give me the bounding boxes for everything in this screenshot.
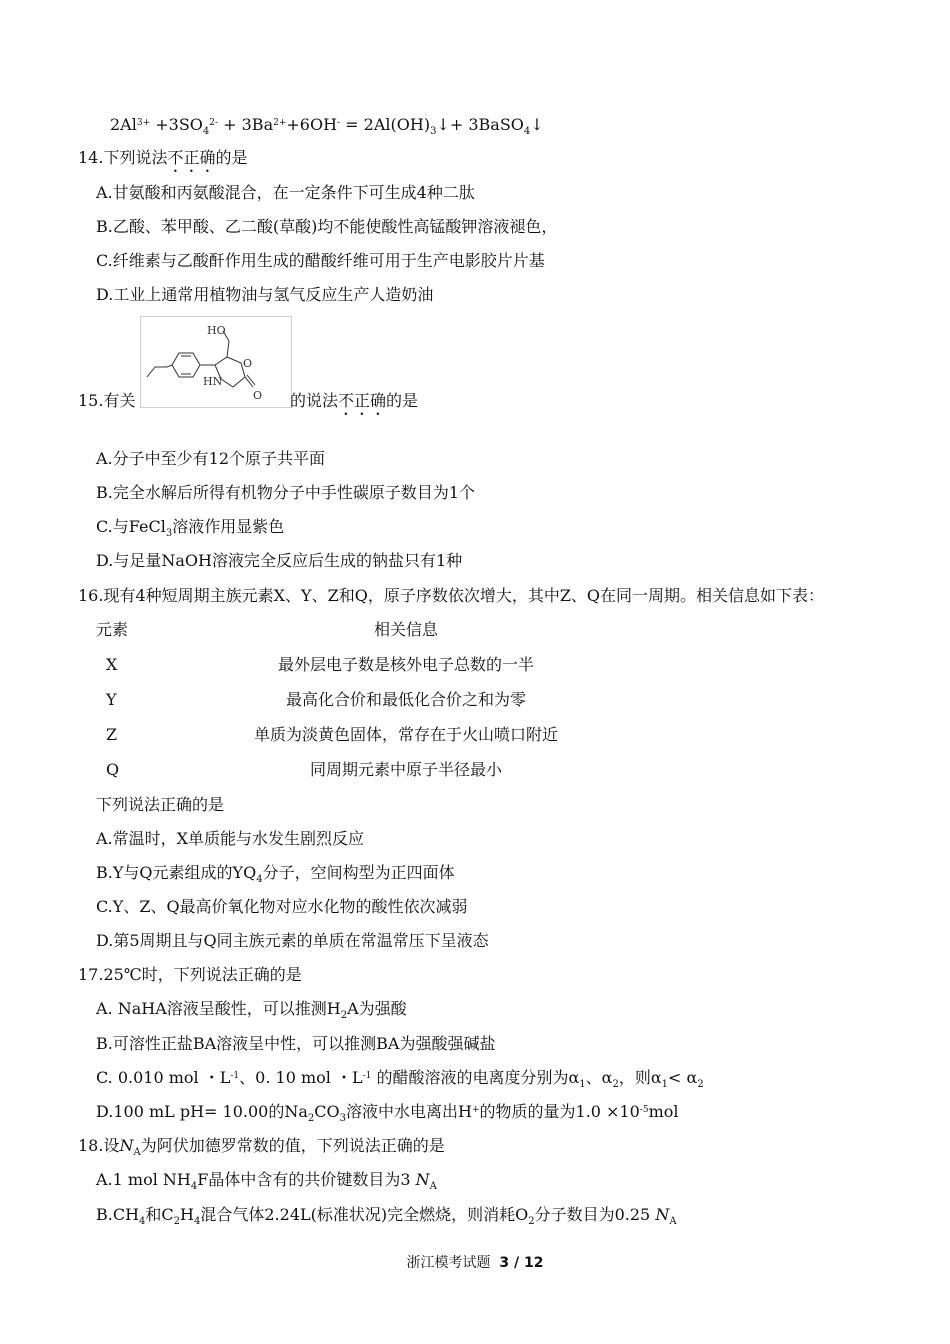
- struct-label-o-ring: O: [243, 357, 253, 370]
- q16-table-row: Z 单质为淡黄色固体，常存在于火山喷口附近: [106, 725, 558, 744]
- q16-option-d: D.第5周期且与Q同主族元素的单质在常温常压下呈液态: [96, 931, 489, 950]
- footer-title: 浙江模考试题: [406, 1255, 491, 1271]
- q15-option-a: A.分子中至少有12个原子共平面: [96, 449, 326, 468]
- q14-option-a: A.甘氨酸和丙氨酸混合，在一定条件下可生成4种二肽: [96, 183, 475, 202]
- page-number: 3 / 12: [499, 1255, 544, 1271]
- struct-label-hn: HN: [203, 375, 223, 388]
- molecule-structure-svg: [141, 317, 291, 407]
- q16-option-b: B.Y与Q元素组成的$YQ_4$分子，空间构型为正四面体: [96, 863, 455, 885]
- q14-option-d: D.工业上通常用植物油与氢气反应生产人造奶油: [96, 285, 434, 304]
- q16-table-row: X 最外层电子数是核外电子总数的一半: [106, 655, 534, 674]
- q16-table-row: Q 同周期元素中原子半径最小: [106, 760, 502, 779]
- question-17-stem: 17.25℃时，下列说法正确的是: [78, 965, 302, 984]
- q16-prompt: 下列说法正确的是: [96, 795, 225, 814]
- q16-table-header: 元素 相关信息: [96, 620, 438, 639]
- q17-option-b: B.可溶性正盐BA溶液呈中性，可以推测BA为强酸强碱盐: [96, 1034, 496, 1053]
- question-16-stem: 16.现有4种短周期主族元素X、Y、Z和Q，原子序数依次增大，其中Z、Q在同一周期。相关信息如下表：: [78, 586, 825, 605]
- question-14-stem: 14.下列说法不正确的是: [78, 148, 248, 167]
- q15-option-c: C.与FeCl$_3$溶液作用显紫色: [96, 517, 285, 539]
- question-15-stem-end: 的说法不正确的是: [290, 391, 419, 410]
- struct-label-o-carbonyl: O: [253, 389, 263, 402]
- q17-option-d: D.100 mL pH= 10.00的$Na_2CO_3$溶液中水电离出H+的物质的量为$1.0 \times 10^{-5}mol$: [96, 1102, 679, 1124]
- molecule-structure-image: [140, 316, 292, 408]
- ionic-equation: $2Al^{3+} +3SO_4^{2-} + 3Ba^{2+}+6OH^-$ = $2Al(OH)_3↓+$ 3BaSO$_4$↓: [110, 115, 544, 137]
- q17-option-a: A. NaHA溶液呈酸性，可以推测$H_2A$为强酸: [96, 999, 407, 1021]
- question-18-stem: 18.设$N_A$为阿伏加德罗常数的值，下列说法正确的是: [78, 1136, 445, 1158]
- page-footer: [0, 1252, 950, 1272]
- q15-option-b: B.完全水解后所得有机物分子中手性碳原子数目为1个: [96, 483, 476, 502]
- q16-option-a: A.常温时，X单质能与水发生剧烈反应: [96, 829, 365, 848]
- q18-option-b: $B.CH_4$和$C_2H_4$混合气体2.24L(标准状况)完全燃烧，则消耗$O_2$分子数目为0.25 $N_A$: [96, 1205, 677, 1227]
- q14-option-c: C.纤维素与乙酸酐作用生成的醋酸纤维可用于生产电影胶片片基: [96, 251, 545, 270]
- question-15-stem-start: 15.有关: [78, 391, 136, 410]
- struct-label-ho: HO: [207, 324, 226, 337]
- q15-option-d: D.与足量NaOH溶液完全反应后生成的钠盐只有1种: [96, 551, 463, 570]
- q16-option-c: C.Y、Z、Q最高价氧化物对应水化物的酸性依次减弱: [96, 897, 468, 916]
- q16-table-row: Y 最高化合价和最低化合价之和为零: [106, 690, 526, 709]
- q18-option-a: A.1 mol $NH_4F$晶体中含有的共价键数目为3 $N_A$: [96, 1170, 437, 1192]
- q17-option-c: C. 0.010 mol ・$L^{-1}$、0. 10 mol ・$L^{-1}$ 的醋酸溶液的电离度分别为$\alpha_1$、$\alpha_2$，则$\alpha_1< \alpha_2$: [96, 1068, 704, 1090]
- q14-option-b: B.乙酸、苯甲酸、乙二酸(草酸)均不能使酸性高锰酸钾溶液褪色，: [96, 217, 558, 236]
